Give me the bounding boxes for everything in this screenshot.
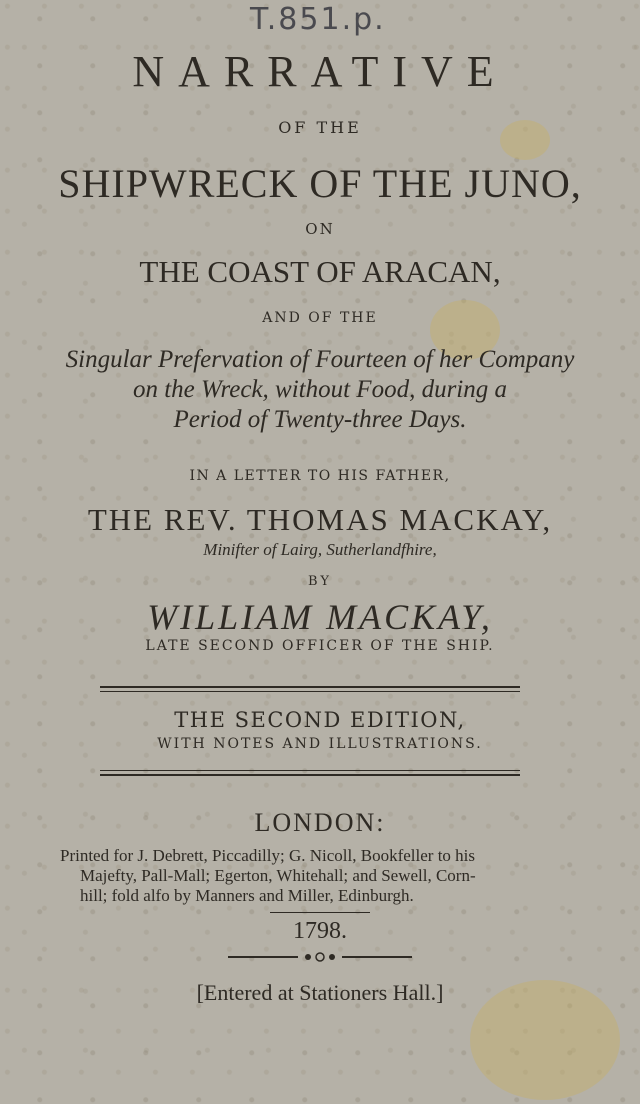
divider-rule (100, 774, 520, 776)
subtitle-line-3: Period of Twenty-three Days. (173, 406, 467, 433)
on-label: ON (305, 220, 335, 238)
imprint-line-3: hill; fold alfo by Manners and Miller, Edinburgh. (80, 886, 414, 905)
recipient-name: THE REV. THOMAS MACKAY, (87, 502, 553, 537)
recipient-title: Minifter of Lairg, Sutherlandfhire, (203, 540, 437, 559)
divider-rule (100, 770, 520, 771)
author-name: WILLIAM MACKAY, (147, 597, 493, 637)
imprint-line-2: Majefty, Pall-Mall; Egerton, Whitehall; and Sewell, Corn- (80, 866, 476, 885)
place-of-publication: LONDON: (254, 808, 386, 837)
subtitle-line-2: on the Wreck, without Food, during a (132, 376, 508, 403)
notes-label: WITH NOTES AND ILLUSTRATIONS. (157, 736, 483, 752)
divider-rule (100, 691, 520, 692)
of-the-label: OF THE (278, 118, 362, 137)
by-label: BY (308, 574, 332, 589)
and-of-the-label: AND OF THE (262, 310, 378, 326)
subtitle-line-1: Singular Prefervation of Fourteen of her Company (65, 346, 575, 373)
divider-rule (100, 686, 520, 688)
title-coast: THE COAST OF ARACAN, (139, 254, 501, 289)
publication-year: 1798. (293, 918, 347, 944)
author-title: LATE SECOND OFFICER OF THE SHIP. (145, 638, 495, 654)
shelfmark: T.851.p. (250, 2, 386, 37)
letter-label: IN A LETTER TO HIS FATHER, (189, 468, 451, 484)
edition-label: THE SECOND EDITION, (174, 708, 466, 732)
title-shipwreck: SHIPWRECK OF THE JUNO, (58, 161, 582, 206)
divider-rule (270, 912, 370, 913)
imprint-line-1: Printed for J. Debrett, Piccadilly; G. Nicoll, Bookfeller to his (60, 846, 476, 865)
title-narrative: NARRATIVE (132, 47, 508, 96)
entered-notice: [Entered at Stationers Hall.] (196, 980, 444, 1005)
ornament-divider-icon (228, 950, 412, 964)
